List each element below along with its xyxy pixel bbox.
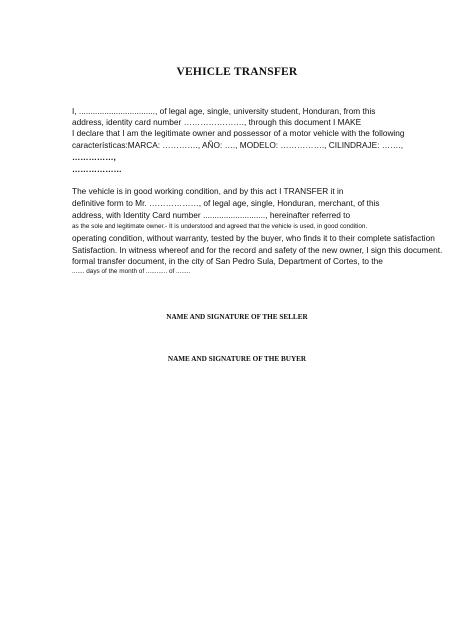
paragraph1-line-2: address, identity card number …………………., through this document I MAKE (72, 117, 362, 127)
paragraph2-line-7: formal transfer document, in the city of San Pedro Sula, Department of Cortes, to the (72, 256, 383, 266)
buyer-signature-label: NAME AND SIGNATURE OF THE BUYER (167, 355, 307, 363)
paragraph2-line-1: The vehicle is in good working condition, and by this act I TRANSFER it in (72, 186, 344, 196)
paragraph1-line-1: I, ................................., of legal age, single, university student, Honduran, from this (72, 106, 376, 116)
paragraph2-line-5: operating condition, without warranty, tested by the buyer, who finds it to their complete satisfaction (72, 233, 435, 243)
paragraph2-line-3: address, with Identity Card number ..........................., hereinafter referred to (72, 210, 351, 220)
paragraph2-line-4: as the sole and legitimate owner.- It is understood and agreed that the vehicle is used, in good condition. (72, 223, 368, 230)
paragraph2-line-6: Satisfaction. In witness whereof and for the record and safety of the new owner, I sign this document. (72, 245, 443, 255)
paragraph1-line-5: ……………, (72, 152, 116, 162)
paragraph2-line-2: definitive form to Mr. ………………, of legal age, single, Honduran, merchant, of this (72, 198, 380, 208)
seller-signature-label: NAME AND SIGNATURE OF THE SELLER (166, 313, 308, 321)
paragraph1-line-6: ……………… (72, 164, 122, 174)
paragraph2-line-8: ....... days of the month of ............ of ........ (72, 268, 191, 275)
paragraph1-line-4: características:MARCA: …………., AÑO: …., MODELO: ……………., CILINDRAJE: ……., (72, 140, 404, 150)
paragraph1-line-3: I declare that I am the legitimate owner and possessor of a motor vehicle with the following (72, 128, 405, 138)
document-title: VEHICLE TRANSFER (176, 66, 298, 78)
